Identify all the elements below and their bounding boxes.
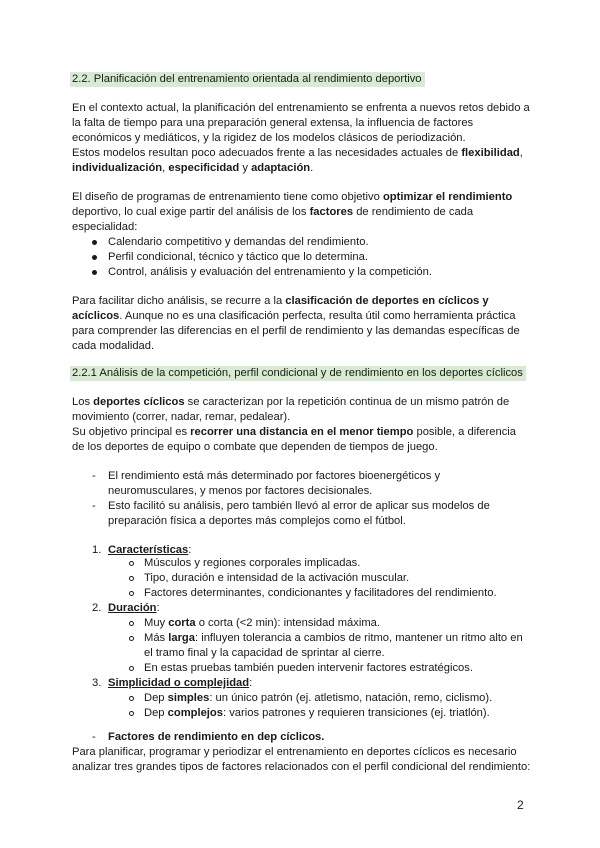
factors-line-2: analizar tres grandes tipos de factores relacionados con el perfil condicional del rendimiento: <box>72 761 531 773</box>
paragraph-3-line-1 <box>72 294 489 309</box>
circle-bullet-icon <box>129 591 134 596</box>
text: : influyen tolerancia a cambios de ritmo, mantener un ritmo alto en <box>195 632 523 644</box>
bold-text: corta <box>168 617 196 629</box>
bullet-item: Calendario competitivo y demandas del rendimiento. <box>108 236 369 248</box>
bold-underlined-text: Simplicidad o complejidad <box>108 677 250 689</box>
text: : <box>249 677 253 689</box>
list-item-title <box>108 601 160 616</box>
circle-bullet-icon <box>129 666 134 671</box>
dash-item-1-line-1: El rendimiento está más determinado por factores bioenergéticos y <box>108 470 441 482</box>
paragraph-1-line-2: la falta de tiempo para una preparación general extensa, la influencia de factores <box>72 117 474 129</box>
factors-line-1: Para planificar, programar y periodizar el entrenamiento en deportes cíclicos es necesario <box>72 746 517 758</box>
text: o corta (<2 min): intensidad máxima. <box>195 617 380 629</box>
page-number: 2 <box>517 798 524 812</box>
text: : un único patrón (ej. atletismo, natación, remo, ciclismo). <box>209 692 493 704</box>
paragraph-3-line-4: cada modalidad. <box>72 340 155 352</box>
paragraph-3-line-2 <box>72 309 515 324</box>
paragraph-4-line-4: de los deportes de equipo o combate que dependen de tiempos de juego. <box>72 441 438 453</box>
bullet-item: Control, análisis y evaluación del entrenamiento y la competición. <box>108 266 432 278</box>
bold-underlined-text: Duración <box>108 602 157 614</box>
text: Dep <box>144 707 168 719</box>
paragraph-4-line-3 <box>72 425 516 440</box>
bold-text: recorrer una distancia en el menor tiempo <box>190 426 414 438</box>
paragraph-2-line-2 <box>72 205 473 220</box>
paragraph-1-line-3: económicos y mediáticos, y la rigidez de los modelos clásicos de periodización. <box>72 132 466 144</box>
bold-text: Factores de rendimiento en dep cíclicos. <box>108 731 325 743</box>
paragraph-2-line-3: especialidad: <box>72 221 138 233</box>
text: : varios patrones y requieren transiciones (ej. triatlón). <box>222 707 490 719</box>
bold-underlined-text: Características <box>108 544 189 556</box>
text: . <box>310 162 314 174</box>
list-number: 2. <box>92 602 102 614</box>
text: Estos modelos resultan poco adecuados frente a las necesidades actuales de <box>72 147 462 159</box>
text: . Aunque no es una clasificación perfecta, resulta útil como herramienta práctica <box>119 310 516 322</box>
bullet-dot-icon <box>92 270 97 275</box>
circle-bullet-icon <box>129 576 134 581</box>
sub-item: Factores determinantes, condicionantes y facilitadores del rendimiento. <box>144 587 497 599</box>
sub-item <box>144 631 523 646</box>
text: Su objetivo principal es <box>72 426 191 438</box>
text: , <box>519 147 523 159</box>
bold-text: optimizar el rendimiento <box>382 191 513 203</box>
dash-marker: - <box>92 731 96 743</box>
bold-text: deportes cíclicos <box>93 396 185 408</box>
text: El diseño de programas de entrenamiento tiene como objetivo <box>72 191 383 203</box>
list-item-title <box>108 676 252 691</box>
paragraph-1-line-1: En el contexto actual, la planificación del entrenamiento se enfrenta a nuevos retos debido a <box>72 102 530 114</box>
sub-item <box>144 616 380 631</box>
text: : <box>156 602 160 614</box>
text: Para facilitar dicho análisis, se recurre a la <box>72 295 286 307</box>
paragraph-1-line-4 <box>72 146 523 161</box>
bold-text: acíclicos <box>72 310 120 322</box>
paragraph-3-line-3: para comprender las diferencias en el perfil de rendimiento y las demandas específicas de <box>72 325 520 337</box>
dash-item-2-line-1: Esto facilitó su análisis, pero también llevó al error de aplicar sus modelos de <box>108 500 490 512</box>
bullet-item: Perfil condicional, técnico y táctico que lo determina. <box>108 251 368 263</box>
sub-item-continuation: el tramo final y la capacidad de sprintar al cierre. <box>144 647 385 659</box>
sub-item: En estas pruebas también pueden intervenir factores estratégicos. <box>144 662 473 674</box>
text: Más <box>144 632 169 644</box>
section-heading-2-2: 2.2. Planificación del entrenamiento orientada al rendimiento deportivo <box>70 72 425 87</box>
paragraph-1-line-5 <box>72 161 313 176</box>
text: Los <box>72 396 94 408</box>
bold-text: especificidad <box>168 162 240 174</box>
bold-text: larga <box>168 632 195 644</box>
sub-item: Tipo, duración e intensidad de la activación muscular. <box>144 572 410 584</box>
text: se caracterizan por la repetición continua de un mismo patrón de <box>184 396 510 408</box>
paragraph-4-line-1 <box>72 395 509 410</box>
text: Dep <box>144 692 168 704</box>
bullet-dot-icon <box>92 240 97 245</box>
bold-text: individualización <box>72 162 163 174</box>
section-heading-2-2-1: 2.2.1 Análisis de la competición, perfil condicional y de rendimiento en los deportes cíclicos <box>70 366 526 381</box>
sub-item <box>144 691 492 706</box>
dash-marker: - <box>92 470 96 482</box>
text: deportivo, lo cual exige partir del análisis de los <box>72 206 310 218</box>
dash-marker: - <box>92 500 96 512</box>
bold-text: flexibilidad <box>461 147 520 159</box>
list-number: 3. <box>92 677 102 689</box>
bold-text: clasificación de deportes en cíclicos y <box>285 295 489 307</box>
dash-item-2-line-2: preparación física a deportes más complejos como el fútbol. <box>108 515 406 527</box>
text: Muy <box>144 617 169 629</box>
paragraph-2-line-1 <box>72 190 512 205</box>
bold-text: factores <box>309 206 354 218</box>
circle-bullet-icon <box>129 636 134 641</box>
circle-bullet-icon <box>129 711 134 716</box>
text: , <box>162 162 169 174</box>
circle-bullet-icon <box>129 621 134 626</box>
list-number: 1. <box>92 544 102 556</box>
circle-bullet-icon <box>129 696 134 701</box>
text: y <box>239 162 252 174</box>
sub-item <box>144 706 490 721</box>
bold-text: complejos <box>167 707 223 719</box>
paragraph-4-line-2: movimiento (correr, nadar, remar, pedalear). <box>72 411 291 423</box>
sub-item: Músculos y regiones corporales implicadas. <box>144 557 361 569</box>
dash-item-1-line-2: neuromusculares, y menos por factores decisionales. <box>108 485 373 497</box>
text: posible, a diferencia <box>413 426 516 438</box>
text: de rendimiento de cada <box>353 206 474 218</box>
bullet-dot-icon <box>92 255 97 260</box>
circle-bullet-icon <box>129 561 134 566</box>
text: : <box>188 544 192 556</box>
factors-title <box>108 730 324 745</box>
bold-text: simples <box>167 692 210 704</box>
bold-text: adaptación <box>251 162 311 174</box>
